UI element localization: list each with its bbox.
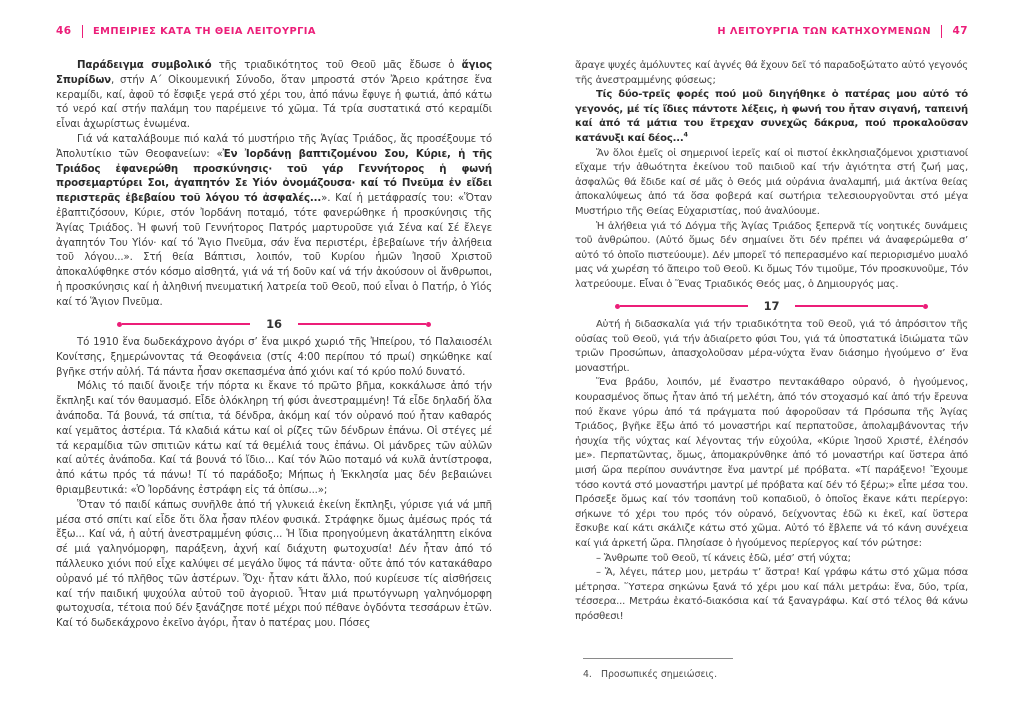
text-run: Ἄν ὅλοι ἐμεῖς οἱ σημερινοί ἱερεῖς καί οἱ πιστοί ἐκκλησιαζόμενοι χριστιανοί εἴχαμε τήν ἀθωότητα ἐκείνου τοῦ παιδιοῦ καί τήν ἁγιότητα στή ζωή μας, ἀσφαλῶς θά ἔδιδε καί σέ μᾶς ὁ Θεός μιά οὐράνια ἀναλαμπή, μιά ἀκτίνα θείας ἀποκαλύψεως ἀπό τά ὅσα φοβερά καί σωτήρια τελεσιουργοῦνται στό μέγα Μυστήριο τῆς Θείας Εὐχαριστίας, πού ἀναλύουμε. xyxy=(575,147,968,217)
text-run: Ἡ ἀλήθεια γιά τό Δόγμα τῆς Ἁγίας Τριάδος ξεπερνᾶ τίς νοητικές δυνάμεις τοῦ ἀνθρώπου. (Αὐτό ὅμως δέν σημαίνει ὅτι δέν πρέπει νά ἀναφερώμεθα σ’ αὐτό τό ὁποῖο πιστεύουμε). Δέν μπορεῖ τό πεπερασμένο καί περιορισμένο μυαλό μας νά χωρέση τό ἄπειρο τοῦ Θεοῦ. Κι ὅμως Τόν τιμοῦμε, Τόν προσκυνοῦμε, Τόν λατρεύουμε. Εἶναι ὁ Ἕνας Τριαδικός Θεός μας, ὁ Δημιουργός μας. xyxy=(575,220,968,290)
paragraph xyxy=(575,88,968,146)
footnote-reference: 4 xyxy=(683,130,688,139)
footnote-label: Προσωπικές σημειώσεις. xyxy=(601,669,718,680)
right-running-head: Η ΛΕΙΤΟΥΡΓΙΑ ΤΩΝ ΚΑΤΗΧΟΥΜΕΝΩΝ xyxy=(717,25,931,37)
right-page-body xyxy=(575,59,968,624)
text-run: ». Καί ἡ μετάφρασίς του: «Ὅταν ἐβαπτιζόσουν, Κύριε, στόν Ἰορδάνη ποταμό, τότε φανερώθηκε ἡ προσκύνησις τῆς Ἁγίας Τριάδος. Ἡ φωνή τοῦ Γεννήτορος Πατρός μαρτυροῦσε γιά Σένα καί Σέ ἔλεγε ἀγαπητόν Του Υἱόν· καί τό Ἅγιο Πνεῦμα, σάν ἕνα περιστέρι, ἐβεβαίωνε τήν ἀλήθεια τοῦ λόγου...». Στή θεία Βάπτισι, λοιπόν, τοῦ Κυρίου ἡμῶν Ἰησοῦ Χριστοῦ ἀποκαλύφθηκε στόν κόσμο αἰσθητά, γιά νά τή δοῦν καί νά τήν ἀκούσουν οἱ ἄνθρωποι, ἡ προσκύνησις καί ἡ ἀληθινή πνευματική λατρεία τοῦ Θεοῦ, πού εἶναι ὁ Πατήρ, ὁ Υἱός καί τό Ἅγιον Πνεῦμα. xyxy=(56,193,492,308)
paragraph xyxy=(575,318,968,376)
text-run: , στήν Α΄ Οἰκουμενική Σύνοδο, ὅταν μπροστά στόν Ἄρειο κράτησε ἕνα κεραμίδι, καί, ἀφοῦ τό ἔσφιξε γερά στό χέρι του, ἀπό πάνω ἔφυγε ἡ φωτιά, ἀπό κάτω τό νερό καί στήν παλάμη του παρέμεινε τό χῶμα. Τά τρία συστατικά στό κεραμίδι εἶναι ἀχωρίστως ἑνωμένα. xyxy=(56,74,492,131)
paragraph xyxy=(575,552,968,567)
right-page-number: 47 xyxy=(952,25,968,37)
text-run: Ὅταν τό παιδί κάπως συνῆλθε ἀπό τή γλυκειά ἐκείνη ἔκπληξι, γύρισε γιά νά μπῆ μέσα στό σπίτι καί εἶδε ὅτι ὅλα ἦσαν πλέον φυσικά. Στράφηκε ὅμως ἀμέσως πρός τά ἔξω... Καί νά, ἡ αὐτή ἀνεστραμμένη φύσις... Ἡ ἴδια προηγούμενη ἀκατάληπτη εἰκόνα σέ μιά γαληνόμορφη, παράξενη, ἀχνή καί διάχυτη φωτοχυσία! Δέν ἦταν ἀπό τό πάλλευκο χιόνι πού εἶχε καλύψει σέ μεγάλο ὕψος τά πάντα· οὔτε ἀπό τόν κατακάθαρο οὐρανό μέ τό πλῆθος τῶν ἀστέρων. Ὄχι· ἦταν κάτι ἄλλο, πού κυρίευσε τίς αἰσθήσεις καί τήν παιδική ψυχούλα αὐτοῦ τοῦ ἀγοριοῦ. Ἦταν μιά πρωτόγνωρη γαληνόμορφη φωτοχυσία, τέτοια πού δέν ξανάζησε ποτέ μέχρι πού πέθανε ὀγδόντα τεσσάρων ἐτῶν. Καί τό δωδεκάχρονο ἐκεῖνο ἀγόρι, ἦταν ὁ πατέρας μου. Πόσες xyxy=(56,499,492,630)
left-page-header xyxy=(56,24,492,38)
right-page xyxy=(575,24,968,714)
paragraph xyxy=(575,376,968,551)
section-divider xyxy=(575,298,968,313)
text-run: ἄραγε ψυχές ἀμόλυντες καί ἁγνές θά ἔχουν δεῖ τό παραδοξώτατο αὐτό γεγονός τῆς ἀνεστραμμένης φύσεως; xyxy=(575,60,968,86)
text-run: – Ἄνθρωπε τοῦ Θεοῦ, τί κάνεις ἐδῶ, μέσ’ στή νύχτα; xyxy=(596,552,851,564)
footnote-marker: 4. xyxy=(583,669,592,680)
left-page-number: 46 xyxy=(56,25,72,37)
section-number: 16 xyxy=(266,316,282,331)
left-running-head: ΕΜΠΕΙΡΙΕΣ ΚΑΤΑ ΤΗ ΘΕΙΑ ΛΕΙΤΟΥΡΓΙΑ xyxy=(93,25,316,37)
text-run: – Ἄ, λέγει, πάτερ μου, μετράω τ’ ἄστρα! Καί γράφω κάτω στό χῶμα πόσα μέτρησα. Ὕστερα σηκώνω ξανά τό χέρι μου καί πάλι μετράω: ἕνα, δύο, τρία, τέσσερα... Μετράω ἑκατό-διακόσια καί τά ξαναγράφω. Καί στό τέλος θά κάνω πρόσθεσι! xyxy=(575,567,968,622)
divider-line xyxy=(795,305,923,307)
paragraph xyxy=(56,499,492,632)
divider-dot xyxy=(426,322,431,327)
text-run: τῆς τριαδικότητος τοῦ Θεοῦ μᾶς ἔδωσε ὁ xyxy=(211,60,462,71)
text-run: Τό 1910 ἕνα δωδεκάχρονο ἀγόρι σ’ ἕνα μικρό χωριό τῆς Ἠπείρου, τό Παλαιοσέλι Κονίτσης, ξημερώνοντας τά Θεοφάνεια (στίς 4:00 περίπου τό πρωί) σηκώθηκε καί βγῆκε στήν αὐλή. Τά πάντα ἦσαν σκεπασμένα ἀπό χιόνι καί τό κρύο πολύ δυνατό. xyxy=(56,337,492,378)
paragraph xyxy=(575,566,968,624)
divider-line xyxy=(620,305,748,307)
footnote-rule xyxy=(583,658,733,659)
paragraph xyxy=(56,59,492,133)
paragraph xyxy=(56,133,492,311)
paragraph xyxy=(575,220,968,293)
footnote xyxy=(583,650,963,680)
footnote-text xyxy=(583,669,963,680)
text-run: Τίς δύο-τρεῖς φορές πού μοῦ διηγήθηκε ὁ πατέρας μου αὐτό τό γεγονός, μέ τίς ἴδιες πάντοτε λέξεις, ἡ φωνή του ἦταν σιγανή, ταπεινή καί ἀπό τά μάτια του ἔτρεχαν συνεχῶς δάκρυα, πού προκαλοῦσαν κατάνυξι καί δέος... xyxy=(575,89,968,144)
text-run: Γιά νά καταλάβουμε πιό καλά τό μυστήριο τῆς Ἁγίας Τριάδος, ἄς προσέξουμε τό Ἀπολυτίκιο τῶν Θεοφανείων: « xyxy=(56,133,492,160)
section-number: 17 xyxy=(763,298,780,313)
right-page-header xyxy=(575,24,968,38)
divider-line xyxy=(298,323,426,325)
text-run: Ἕνα βράδυ, λοιπόν, μέ ἔναστρο πεντακάθαρο οὐρανό, ὁ ἡγούμενος, κουρασμένος ὅπως ἦταν ἀπό τή μελέτη, ἀπό τόν στοχασμό καί ἀπό τήν ἔρευνα πού ἔκανε γύρω ἀπό τά πράγματα πού ἀφοροῦσαν τά Πρόσωπα τῆς Ἁγίας Τριάδος, βγῆκε ἔξω ἀπό τό μοναστήρι καί περπατοῦσε, ἀπολαμβάνοντας τήν ἡσυχία τῆς νύχτας καί λέγοντας τήν εὐχούλα, «Κύριε Ἰησοῦ Χριστέ, ἐλέησόν με». Περπατῶντας, ὅμως, ἀπομακρύνθηκε ἀπό τό μοναστήρι καί ὕστερα ἀπό μισή ὥρα περίπου συνάντησε ἕνα μαντρί μέ πρόβατα. «Τί παράξενο! Ἔχουμε τόσο κοντά στό μοναστήρι μαντρί μέ πρόβατα καί δέν τό ξέρω;» εἶπε μέσα του. Πρόσεξε ὅμως καί τόν τσοπάνη τοῦ κοπαδιοῦ, ὁ ὁποῖος ἔκανε κάτι περίεργο: σήκωνε τό χέρι του πρός τόν οὐρανό, δείχνοντας ἐδῶ κι ἐκεῖ, καί ὕστερα ἔσκυβε καί κάτι σκάλιζε κάτω στό χῶμα. Αὐτό τό ἔβλεπε νά τό κάνη συνέχεια καί γιά ἀρκετή ὥρα. Πλησίασε ὁ ἡγούμενος περίεργος καί τόν ρώτησε: xyxy=(575,377,968,549)
text-run: Παράδειγμα συμβολικό xyxy=(77,60,212,71)
section-divider xyxy=(56,316,492,331)
text-run: Μόλις τό παιδί ἄνοιξε τήν πόρτα κι ἔκανε τό πρῶτο βῆμα, κοκκάλωσε ἀπό τήν ἔκπληξι καί τόν θαυμασμό. Εἶδε ὁλόκληρη τή φύσι ἀνεστραμμένη! Τά εἶδε δηλαδή ὅλα ἀνάποδα. Τά βουνά, τά σπίτια, τά δένδρα, ἀκόμη καί τόν οὐρανό πού ἦταν καθαρός καί γεμᾶτος ἀστέρια. Τά κλαδιά κάτω καί οἱ ρίζες τῶν δένδρων ἐπάνω. Οἱ στέγες μέ τά κεραμίδια τῶν σπιτιῶν κάτω καί τά θεμέλιά τους ἐπάνω. Οἱ μάνδρες τῶν αὐλῶν καί αὐτές ἀνάποδα. Καί τά βουνά τό ἴδιο... Καί τόν Ἀῶο ποταμό νά κυλᾶ ἀντίστροφα, ἀπό κάτω πρός τά πάνω! Τί τό παράδοξο; Μήπως ἡ Ἐκκλησία μας δέν βεβαιώνει θριαμβευτικά: «Ὁ Ἰορδάνης ἐστράφη εἰς τά ὀπίσω...»; xyxy=(56,381,492,497)
paragraph xyxy=(575,59,968,88)
header-divider-rule xyxy=(941,25,943,38)
text-run: ἅγιος Σπυρίδων xyxy=(56,60,492,86)
header-divider-rule xyxy=(82,25,84,38)
paragraph xyxy=(56,336,492,380)
divider-dot xyxy=(923,304,928,309)
paragraph xyxy=(56,380,492,498)
left-page xyxy=(56,24,492,714)
text-run: Αὐτή ἡ διδασκαλία γιά τήν τριαδικότητα τοῦ Θεοῦ, γιά τό ἀπρόσιτον τῆς οὐσίας τοῦ Θεοῦ, γιά τήν ἀδιαίρετο φύσι Του, γιά τά ὑποστατικά ἰδιώματα τῶν τριῶν Προσώπων, ἀπασχολοῦσαν μέρα-νύχτα ἕναν διάσημο ἡγούμενο σ’ ἕνα μοναστήρι. xyxy=(575,319,968,374)
text-run: Ἐν Ἰορδάνῃ βαπτιζομένου Σου, Κύριε, ἡ τῆς Τριάδος ἐφανερώθη προσκύνησις· τοῦ γάρ Γεννήτορος ἡ φωνή προσεμαρτύρει Σοι, ἀγαπητόν Σε Υἱόν ὀνομάζουσα· καί τό Πνεῦμα ἐν εἴδει περιστερᾶς ἐβεβαίου τοῦ λόγου τό ἀσφαλές... xyxy=(56,148,492,205)
paragraph xyxy=(575,147,968,220)
divider-line xyxy=(122,323,250,325)
left-page-body xyxy=(56,59,492,632)
